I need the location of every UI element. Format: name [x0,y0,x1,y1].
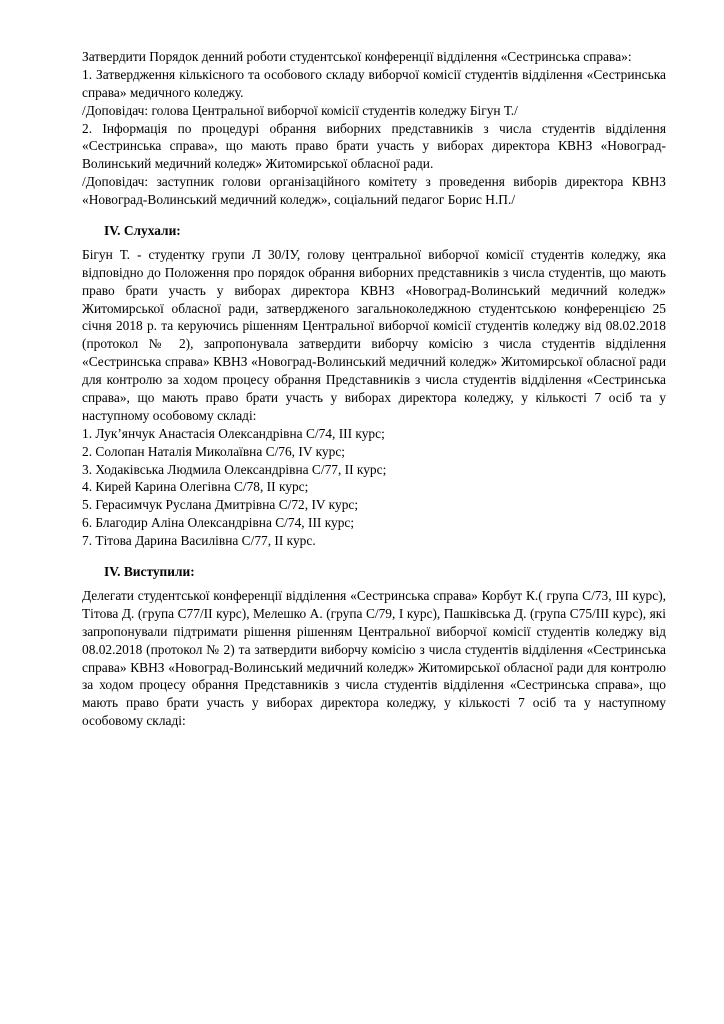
section-heading-heard: IV. Слухали: [104,223,181,239]
section-heard-paragraph: Бігун Т. - студентку групи Л 30/IУ, голову центральної виборчої комісії студентів коледжу, яка відповідно до Положення про порядок обрання виборних представників з числа студентів, що мають право брати участь у виборах директора КВНЗ «Новоград-Волинський медичний коледж» Житомирської обласної ради, затвердженого загальноколеджною студентською конференцією 25 січня 2018 р. та керуючись рішенням Центральної виборчої комісії студентів коледжу від 08.02.2018 (протокол № 2), запропонувала затвердити виборчу комісію з числа студентів відділення «Сестринська справа» КВНЗ «Новоград-Волинський медичний коледж» Житомирської обласної ради для контролю за ходом процесу обрання Представників з числа студентів відділення «Сестринська справа», що мають право брати участь у виборах директора коледжу, у кількості 7 осіб та у наступному особовому складі: [82,246,666,423]
section-spoke-paragraph: Делегати студентської конференції відділення «Сестринська справа» Корбут К.( група С/73, III курс), Тітова Д. (група С77/II курс), Мелешко А. (група С/79, I курс), Пашківська Д. (група С75/III курс), які запропонували підтримати рішення рішенням Центральної виборчої комісії студентів коледжу від 08.02.2018 (протокол № 2) та затвердити виборчу комісію з числа студентів відділення «Сестринська справа» КВНЗ «Новоград-Волинський медичний коледж» Житомирської обласної ради для контролю за ходом процесу обрання Представників з числа студентів відділення «Сестринська справа», що мають право брати участь у виборах директора коледжу, у кількості 7 осіб та у наступному особовому складі: [82,587,666,729]
list-item: 5. Герасимчук Руслана Дмитрівна С/72, IV курс; [82,497,359,513]
list-item: 7. Тітова Дарина Василівна С/77, II курс. [82,533,316,549]
agenda-approve-line: Затвердити Порядок денний роботи студентської конференції відділення «Сестринська справа»: [82,49,632,64]
list-item: 3. Ходаківська Людмила Олександрівна С/77, II курс; [82,461,387,477]
list-item: 1. Лук’янчук Анастасія Олександрівна С/74, III курс; [82,425,385,441]
agenda-item-2: 2. Інформація по процедурі обрання виборних представників з числа студентів відділення «Сестринська справа», що мають право брати участь у виборах директора КВНЗ «Новоград-Волинський медичний коледж» Житомирської обласної ради. [82,120,666,172]
list-item: 4. Кирей Карина Олегівна С/78, II курс; [82,479,309,495]
agenda-item-2-speaker: /Доповідач: заступник голови організаційного комітету з проведення виборів директора КВНЗ «Новоград-Волинський медичний коледж», соціальний педагог Борис Н.П./ [82,174,666,208]
document-body [82,48,666,730]
list-item: 6. Благодир Аліна Олександрівна С/74, III курс; [82,515,355,531]
agenda-item-1: 1. Затвердження кількісного та особового складу виборчої комісії студентів відділення «Сестринська справа» медичного коледжу. [82,66,666,100]
list-item: 2. Солопан Наталія Миколаївна С/76, IV курс; [82,443,345,459]
commission-members-list [82,425,666,550]
agenda-item-1-speaker: /Доповідач: голова Центральної виборчої комісії студентів коледжу Бігун Т./ [82,102,518,118]
section-heading-spoke: IV. Виступили: [104,564,195,580]
